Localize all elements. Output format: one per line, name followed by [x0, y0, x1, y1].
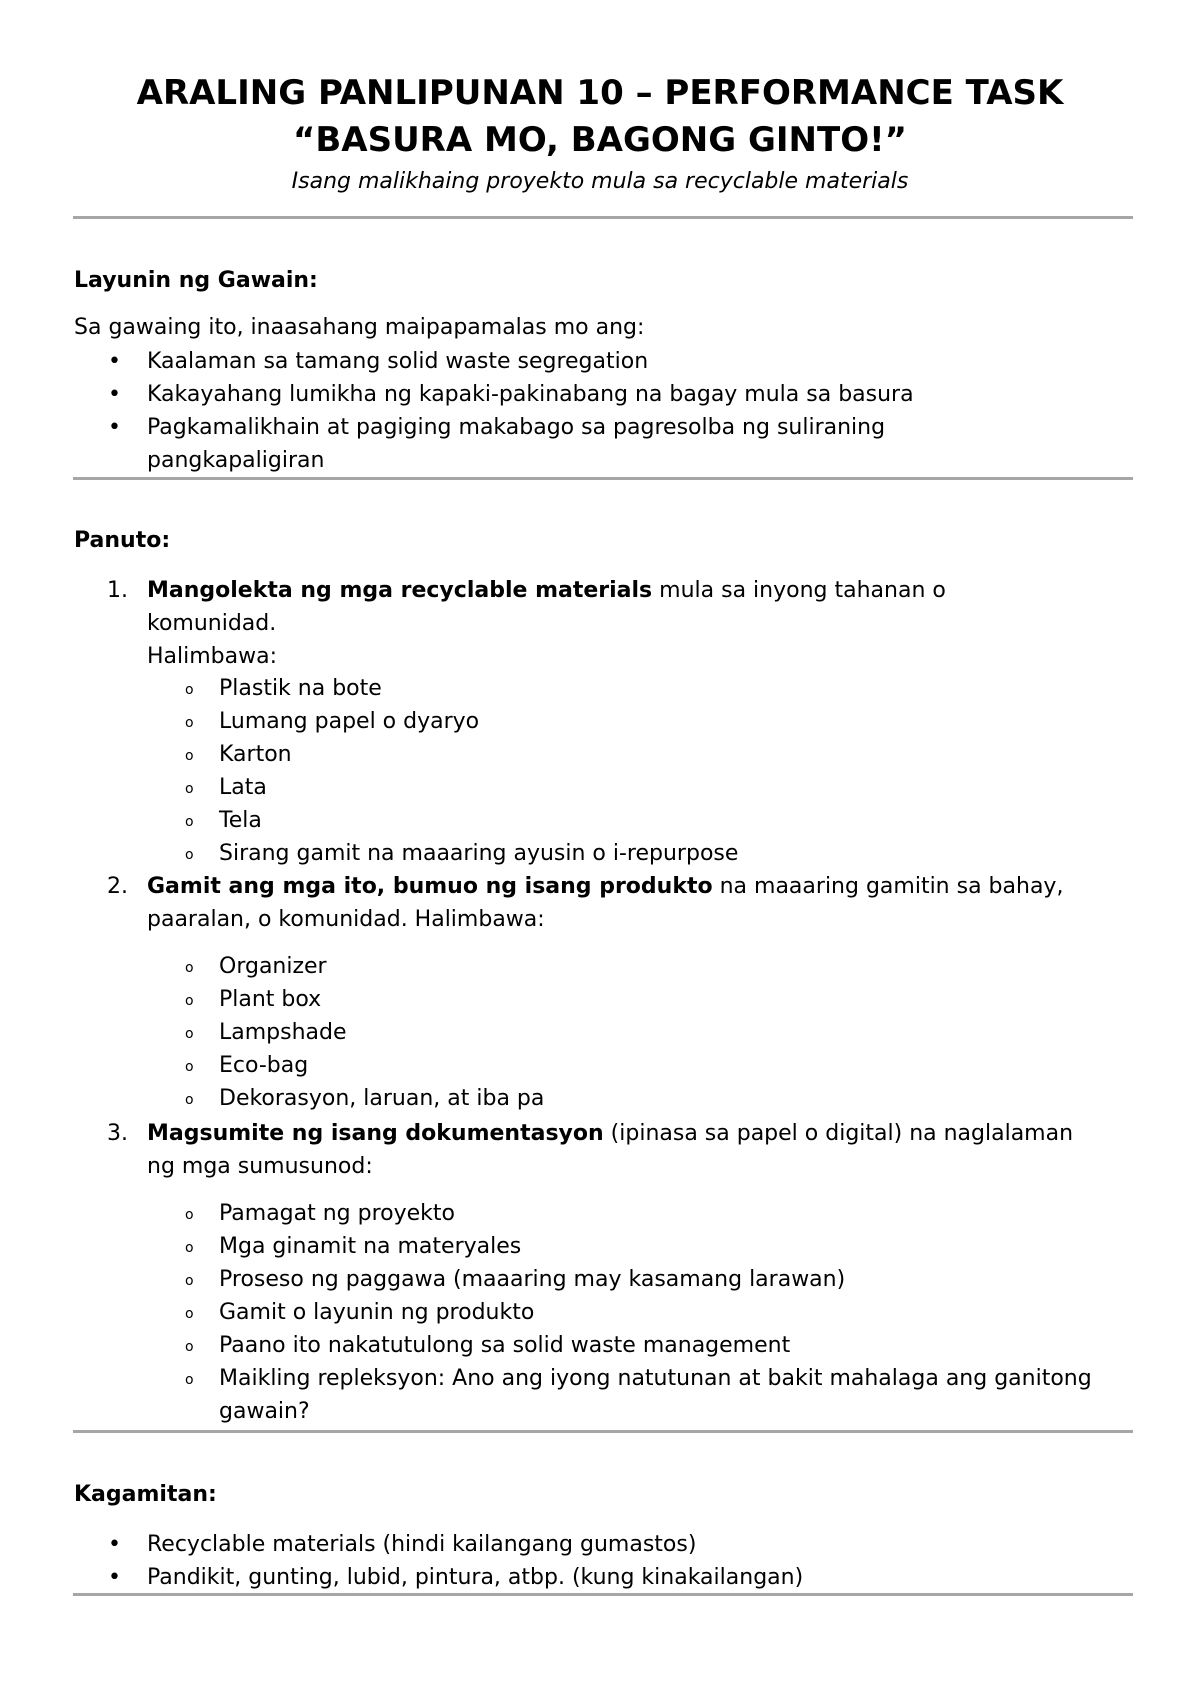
step-text: mula sa inyong tahanan o komunidad. — [147, 578, 946, 636]
step-bold-text: Magsumite ng isang dokumentasyon — [147, 1121, 604, 1146]
list-item: o Plant box — [147, 983, 1137, 1016]
list-item: o Tela — [147, 804, 1137, 837]
title-line-2: “BASURA MO, BAGONG GINTO!” — [293, 120, 907, 160]
subtitle: Isang malikhaing proyekto mula sa recyclable materials — [291, 169, 909, 194]
layunin-list — [74, 345, 1134, 477]
list-item: o Pamagat ng proyekto — [147, 1197, 1137, 1230]
step-text: (ipinasa sa papel o digital) na naglalaman ng mga sumusunod: — [147, 1121, 1074, 1179]
step-text: na maaaring gamitin sa bahay, paaralan, o komunidad. Halimbawa: — [147, 874, 1064, 932]
section-heading-panuto: Panuto: — [74, 528, 171, 553]
step-bold-text: Mangolekta ng mga recyclable materials — [147, 578, 653, 603]
list-item: o Gamit o layunin ng produkto — [147, 1296, 1137, 1329]
list-item: o Karton — [147, 738, 1137, 771]
list-item: o Organizer — [147, 950, 1137, 983]
step-2-sublist — [147, 950, 1137, 1115]
list-item: o Lumang papel o dyaryo — [147, 705, 1137, 738]
divider-rule — [73, 477, 1133, 480]
list-item: o Proseso ng paggawa (maaaring may kasamang larawan) — [147, 1263, 1137, 1296]
list-item: o Paano ito nakatutulong sa solid waste management — [147, 1329, 1137, 1362]
list-item: o Mga ginamit na materyales — [147, 1230, 1137, 1263]
list-item: • Kaalaman sa tamang solid waste segregation — [74, 345, 1134, 378]
divider-rule — [73, 1430, 1133, 1433]
step-number: 3. — [107, 1121, 128, 1146]
list-item: o Plastik na bote — [147, 672, 1137, 705]
list-item: o Maikling repleksyon: Ano ang iyong natutunan at bakit mahalaga ang ganitong gawain? — [147, 1362, 1137, 1428]
panuto-step-3 — [74, 1117, 1134, 1183]
step-number: 1. — [107, 578, 128, 603]
list-item: o Dekorasyon, laruan, at iba pa — [147, 1082, 1137, 1115]
list-item: • Pagkamalikhain at pagiging makabago sa pagresolba ng suliraning pangkapaligiran — [74, 411, 1067, 477]
kagamitan-list — [74, 1528, 1134, 1594]
list-item: o Lata — [147, 771, 1137, 804]
section-heading-layunin: Layunin ng Gawain: — [74, 268, 318, 293]
list-item: o Sirang gamit na maaaring ayusin o i-repurpose — [147, 837, 1137, 870]
layunin-intro: Sa gawaing ito, inaasahang maipapamalas mo ang: — [74, 315, 645, 340]
section-heading-kagamitan: Kagamitan: — [74, 1482, 217, 1507]
list-item: o Lampshade — [147, 1016, 1137, 1049]
step-extra: Halimbawa: — [147, 644, 278, 669]
divider-rule — [73, 216, 1133, 219]
panuto-step-1 — [74, 574, 1134, 673]
list-item: • Pandikit, gunting, lubid, pintura, atbp. (kung kinakailangan) — [74, 1561, 1134, 1594]
step-bold-text: Gamit ang mga ito, bumuo ng isang produkto — [147, 874, 713, 899]
panuto-step-2 — [74, 870, 1134, 936]
step-3-sublist — [147, 1197, 1137, 1428]
divider-rule — [73, 1593, 1133, 1596]
step-number: 2. — [107, 874, 128, 899]
title-line-1: ARALING PANLIPUNAN 10 – PERFORMANCE TASK — [136, 73, 1064, 113]
list-item: • Kakayahang lumikha ng kapaki-pakinabang na bagay mula sa basura — [74, 378, 1134, 411]
list-item: • Recyclable materials (hindi kailangang gumastos) — [74, 1528, 1134, 1561]
step-1-sublist — [147, 672, 1137, 870]
list-item: o Eco-bag — [147, 1049, 1137, 1082]
